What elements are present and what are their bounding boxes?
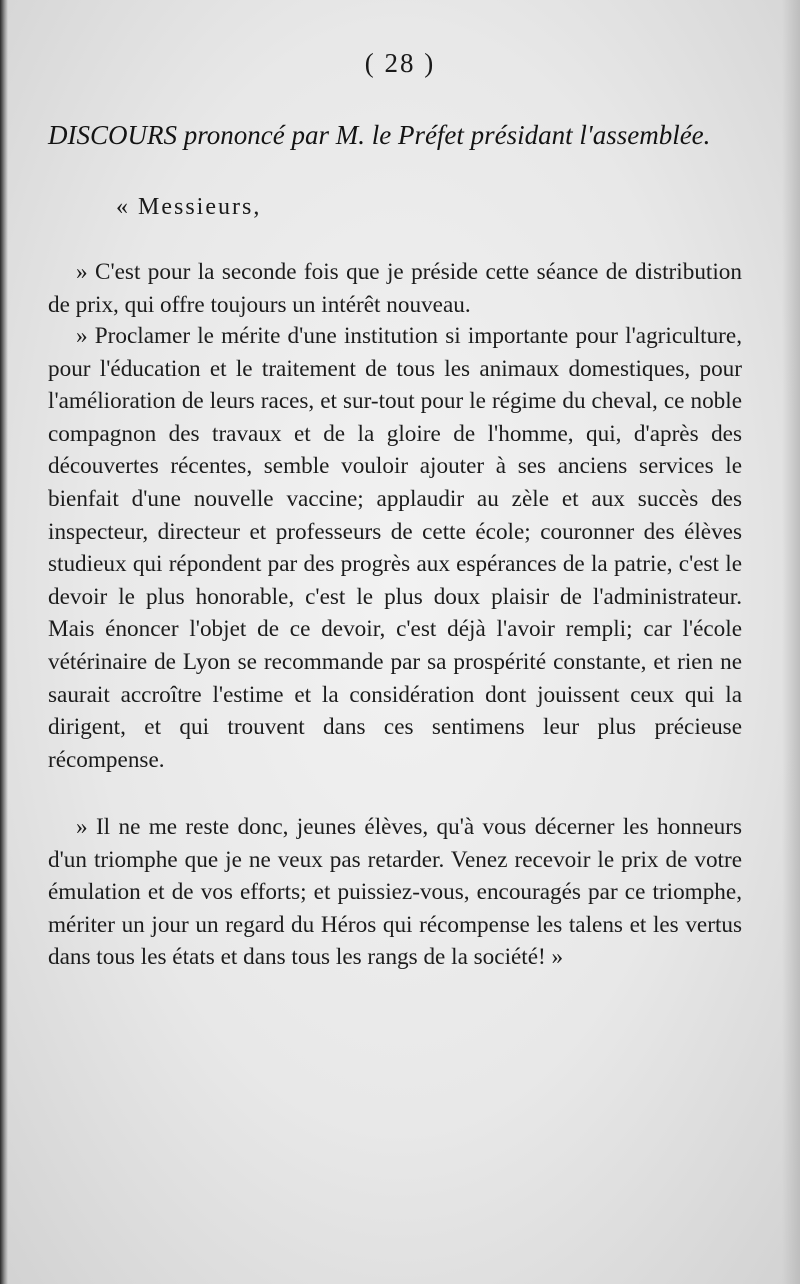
salutation: « Messieurs, [116, 194, 262, 220]
page-right-edge-shadow [782, 0, 800, 1284]
paragraph-text: » Il ne me reste donc, jeunes élèves, qu'à vous décerner les honneurs d'un triomphe que je ne veux pas retarder. Venez recevoir le prix de votre émulation et de vos efforts; et puissiez-vous, encouragés par ce triomphe, mériter un jour un regard du Héros qui récompense les talens et les vertus dans tous les états et dans tous les rangs de la société! » [48, 814, 742, 971]
paragraph-text: » Proclamer le mérite d'une institution si importante pour l'agriculture, pour l'éducation et le traitement de tous les animaux domestiques, pour l'amélioration de leurs races, et sur-tout pour le régime du cheval, ce noble compagnon des travaux et de la gloire de l'homme, qui, d'après des découvertes récentes, semble vouloir ajouter à ses anciens services le bienfait d'une nouvelle vaccine; applaudir au zèle et aux succès des inspecteur, directeur et professeurs de cette école; couronner des élèves studieux qui répondent par des progrès aux espérances de la patrie, c'est le devoir le plus honorable, c'est le plus doux plaisir de l'administrateur. Mais énoncer l'objet de ce devoir, c'est déjà l'avoir rempli; car l'école vétérinaire de Lyon se recommande par sa prospérité constante, et rien ne saurait accroître l'estime et la considération dont jouissent ceux qui la dirigent, et qui trouvent dans ces sentimens leur plus précieuse récompense. [48, 323, 742, 773]
paragraph-3 [48, 811, 742, 974]
page-number: ( 28 ) [364, 48, 436, 78]
paragraph-text: » C'est pour la seconde fois que je préside cette séance de distribution de prix, qui offre toujours un intérêt nouveau. [48, 259, 742, 318]
paragraph-2 [48, 320, 742, 776]
page-left-edge-shadow [0, 0, 8, 1284]
paragraph-1 [48, 256, 742, 321]
discourse-heading: DISCOURS prononcé par M. le Préfet présidant l'assemblée. [48, 120, 711, 150]
